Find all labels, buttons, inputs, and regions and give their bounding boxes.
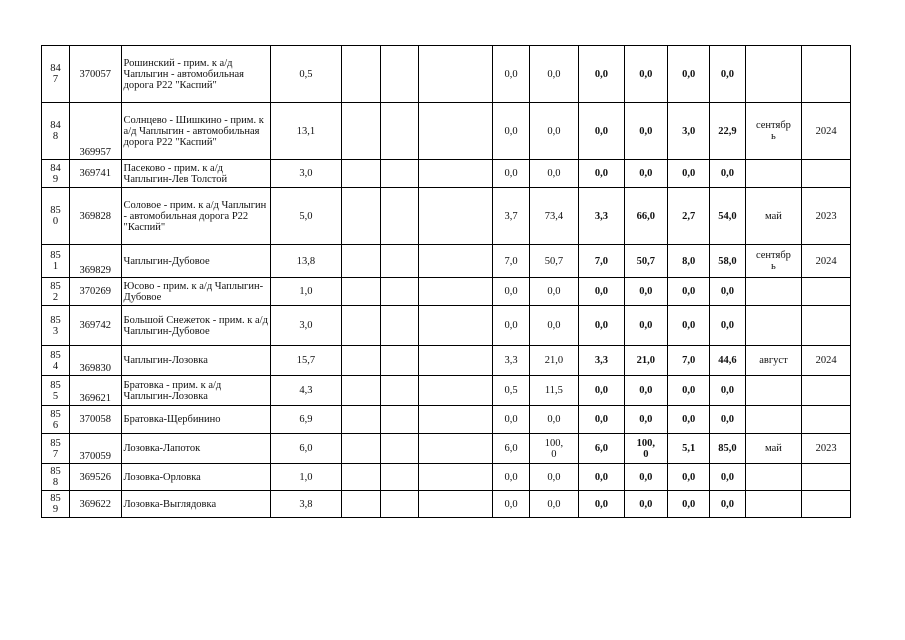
empty-cell [380, 278, 418, 306]
empty-cell [380, 46, 418, 103]
row-number: 85 0 [42, 188, 70, 245]
repair-month [745, 376, 802, 406]
row-number: 85 7 [42, 434, 70, 464]
roads-table [41, 45, 851, 518]
value-cell: 0,0 [710, 376, 745, 406]
repair-month: август [745, 346, 802, 376]
row-number: 85 5 [42, 376, 70, 406]
empty-cell [341, 406, 380, 434]
value-cell: 0,0 [493, 406, 529, 434]
road-length: 1,0 [271, 278, 341, 306]
empty-cell [341, 491, 380, 518]
road-code: 370059 [69, 434, 121, 464]
value-cell: 0,0 [579, 160, 624, 188]
road-length: 0,5 [271, 46, 341, 103]
value-cell: 0,0 [529, 103, 579, 160]
row-number: 85 2 [42, 278, 70, 306]
value-cell: 0,5 [493, 376, 529, 406]
empty-cell [341, 464, 380, 491]
empty-cell [419, 434, 493, 464]
value-cell: 0,0 [529, 406, 579, 434]
value-cell: 100, 0 [624, 434, 667, 464]
value-cell: 0,0 [579, 46, 624, 103]
empty-cell [419, 278, 493, 306]
empty-cell [419, 245, 493, 278]
road-name: Пасеково - прим. к а/д Чаплыгин-Лев Толстой [121, 160, 271, 188]
empty-cell [341, 46, 380, 103]
value-cell: 0,0 [579, 406, 624, 434]
repair-year: 2024 [802, 245, 851, 278]
table-row [42, 278, 851, 306]
empty-cell [380, 103, 418, 160]
road-length: 6,9 [271, 406, 341, 434]
empty-cell [341, 376, 380, 406]
row-number: 85 4 [42, 346, 70, 376]
value-cell: 0,0 [529, 46, 579, 103]
value-cell: 50,7 [624, 245, 667, 278]
value-cell: 0,0 [493, 491, 529, 518]
value-cell: 0,0 [579, 103, 624, 160]
empty-cell [419, 464, 493, 491]
value-cell: 0,0 [493, 464, 529, 491]
road-code: 369957 [69, 103, 121, 160]
table-row [42, 346, 851, 376]
row-number: 84 7 [42, 46, 70, 103]
road-length: 15,7 [271, 346, 341, 376]
repair-year [802, 46, 851, 103]
value-cell: 2,7 [668, 188, 710, 245]
empty-cell [380, 346, 418, 376]
value-cell: 7,0 [579, 245, 624, 278]
value-cell: 3,3 [579, 346, 624, 376]
value-cell: 7,0 [493, 245, 529, 278]
value-cell: 0,0 [710, 491, 745, 518]
empty-cell [419, 306, 493, 346]
table-row [42, 46, 851, 103]
empty-cell [380, 188, 418, 245]
table-row [42, 376, 851, 406]
road-name: Чаплыгин-Лозовка [121, 346, 271, 376]
value-cell: 0,0 [668, 306, 710, 346]
repair-year [802, 278, 851, 306]
repair-month [745, 406, 802, 434]
empty-cell [341, 188, 380, 245]
value-cell: 0,0 [668, 491, 710, 518]
empty-cell [380, 245, 418, 278]
repair-year [802, 491, 851, 518]
repair-year [802, 464, 851, 491]
value-cell: 0,0 [624, 406, 667, 434]
value-cell: 7,0 [668, 346, 710, 376]
repair-year: 2023 [802, 188, 851, 245]
repair-year [802, 376, 851, 406]
value-cell: 0,0 [624, 103, 667, 160]
table-row [42, 464, 851, 491]
value-cell: 22,9 [710, 103, 745, 160]
row-number: 84 9 [42, 160, 70, 188]
table-row [42, 103, 851, 160]
value-cell: 58,0 [710, 245, 745, 278]
repair-month [745, 491, 802, 518]
value-cell: 3,3 [579, 188, 624, 245]
row-number: 85 1 [42, 245, 70, 278]
road-length: 3,0 [271, 306, 341, 346]
value-cell: 0,0 [579, 464, 624, 491]
table-row [42, 434, 851, 464]
value-cell: 0,0 [624, 306, 667, 346]
value-cell: 0,0 [624, 46, 667, 103]
table-row [42, 188, 851, 245]
repair-month [745, 160, 802, 188]
value-cell: 0,0 [529, 464, 579, 491]
road-code: 370269 [69, 278, 121, 306]
road-code: 369526 [69, 464, 121, 491]
road-length: 1,0 [271, 464, 341, 491]
empty-cell [419, 346, 493, 376]
table-row [42, 491, 851, 518]
empty-cell [380, 376, 418, 406]
value-cell: 3,3 [493, 346, 529, 376]
value-cell: 0,0 [624, 491, 667, 518]
repair-month [745, 306, 802, 346]
value-cell: 11,5 [529, 376, 579, 406]
value-cell: 54,0 [710, 188, 745, 245]
value-cell: 100, 0 [529, 434, 579, 464]
repair-year [802, 160, 851, 188]
road-name: Лозовка-Выглядовка [121, 491, 271, 518]
road-code: 369829 [69, 245, 121, 278]
value-cell: 85,0 [710, 434, 745, 464]
value-cell: 0,0 [624, 464, 667, 491]
empty-cell [419, 406, 493, 434]
row-number: 85 8 [42, 464, 70, 491]
repair-month: сентябр ь [745, 103, 802, 160]
value-cell: 0,0 [668, 406, 710, 434]
road-code: 369621 [69, 376, 121, 406]
repair-year: 2023 [802, 434, 851, 464]
road-length: 13,1 [271, 103, 341, 160]
value-cell: 0,0 [710, 46, 745, 103]
empty-cell [419, 46, 493, 103]
road-name: Братовка - прим. к а/д Чаплыгин-Лозовка [121, 376, 271, 406]
road-length: 13,8 [271, 245, 341, 278]
value-cell: 0,0 [710, 464, 745, 491]
value-cell: 0,0 [529, 306, 579, 346]
empty-cell [380, 434, 418, 464]
value-cell: 0,0 [529, 278, 579, 306]
road-name: Рошинский - прим. к а/д Чаплыгин - автомобильная дорога Р22 "Каспий" [121, 46, 271, 103]
road-name: Чаплыгин-Дубовое [121, 245, 271, 278]
table-row [42, 160, 851, 188]
value-cell: 8,0 [668, 245, 710, 278]
road-name: Соловое - прим. к а/д Чаплыгин - автомобильная дорога Р22 "Каспий" [121, 188, 271, 245]
repair-month: май [745, 188, 802, 245]
value-cell: 0,0 [710, 160, 745, 188]
road-name: Лозовка-Орловка [121, 464, 271, 491]
value-cell: 50,7 [529, 245, 579, 278]
repair-year: 2024 [802, 103, 851, 160]
empty-cell [341, 160, 380, 188]
row-number: 84 8 [42, 103, 70, 160]
value-cell: 0,0 [579, 376, 624, 406]
road-code: 369828 [69, 188, 121, 245]
empty-cell [380, 464, 418, 491]
road-code: 369741 [69, 160, 121, 188]
road-length: 6,0 [271, 434, 341, 464]
value-cell: 66,0 [624, 188, 667, 245]
road-length: 4,3 [271, 376, 341, 406]
value-cell: 73,4 [529, 188, 579, 245]
road-code: 370058 [69, 406, 121, 434]
repair-month: сентябр ь [745, 245, 802, 278]
empty-cell [380, 306, 418, 346]
row-number: 85 3 [42, 306, 70, 346]
value-cell: 0,0 [710, 406, 745, 434]
road-name: Солнцево - Шишкино - прим. к а/д Чаплыгин - автомобильная дорога Р22 "Каспий" [121, 103, 271, 160]
empty-cell [419, 491, 493, 518]
road-code: 370057 [69, 46, 121, 103]
value-cell: 21,0 [529, 346, 579, 376]
value-cell: 0,0 [493, 306, 529, 346]
road-name: Юсово - прим. к а/д Чаплыгин-Дубовое [121, 278, 271, 306]
empty-cell [341, 278, 380, 306]
row-number: 85 6 [42, 406, 70, 434]
repair-year [802, 406, 851, 434]
table-row [42, 406, 851, 434]
value-cell: 0,0 [493, 103, 529, 160]
empty-cell [419, 103, 493, 160]
table-row [42, 306, 851, 346]
table-body [42, 46, 851, 518]
value-cell: 0,0 [668, 376, 710, 406]
repair-month [745, 278, 802, 306]
repair-year: 2024 [802, 346, 851, 376]
road-name: Большой Снежеток - прим. к а/д Чаплыгин-Дубовое [121, 306, 271, 346]
repair-month: май [745, 434, 802, 464]
value-cell: 0,0 [493, 160, 529, 188]
empty-cell [419, 188, 493, 245]
value-cell: 0,0 [668, 464, 710, 491]
repair-month [745, 464, 802, 491]
value-cell: 6,0 [579, 434, 624, 464]
road-name: Братовка-Щербинино [121, 406, 271, 434]
value-cell: 44,6 [710, 346, 745, 376]
value-cell: 0,0 [579, 491, 624, 518]
value-cell: 0,0 [529, 491, 579, 518]
value-cell: 0,0 [668, 160, 710, 188]
road-code: 369742 [69, 306, 121, 346]
value-cell: 21,0 [624, 346, 667, 376]
value-cell: 0,0 [624, 160, 667, 188]
value-cell: 0,0 [579, 278, 624, 306]
empty-cell [380, 491, 418, 518]
road-length: 3,8 [271, 491, 341, 518]
value-cell: 6,0 [493, 434, 529, 464]
value-cell: 0,0 [493, 46, 529, 103]
road-name: Лозовка-Лапоток [121, 434, 271, 464]
value-cell: 0,0 [529, 160, 579, 188]
empty-cell [380, 406, 418, 434]
empty-cell [341, 434, 380, 464]
value-cell: 0,0 [624, 376, 667, 406]
value-cell: 0,0 [668, 46, 710, 103]
empty-cell [341, 245, 380, 278]
value-cell: 0,0 [710, 278, 745, 306]
empty-cell [341, 346, 380, 376]
value-cell: 0,0 [710, 306, 745, 346]
empty-cell [419, 376, 493, 406]
empty-cell [341, 306, 380, 346]
road-code: 369622 [69, 491, 121, 518]
value-cell: 5,1 [668, 434, 710, 464]
repair-month [745, 46, 802, 103]
repair-year [802, 306, 851, 346]
value-cell: 0,0 [493, 278, 529, 306]
value-cell: 0,0 [624, 278, 667, 306]
value-cell: 0,0 [579, 306, 624, 346]
value-cell: 3,7 [493, 188, 529, 245]
table-row [42, 245, 851, 278]
row-number: 85 9 [42, 491, 70, 518]
road-code: 369830 [69, 346, 121, 376]
empty-cell [341, 103, 380, 160]
empty-cell [380, 160, 418, 188]
value-cell: 3,0 [668, 103, 710, 160]
empty-cell [419, 160, 493, 188]
value-cell: 0,0 [668, 278, 710, 306]
road-length: 5,0 [271, 188, 341, 245]
road-length: 3,0 [271, 160, 341, 188]
